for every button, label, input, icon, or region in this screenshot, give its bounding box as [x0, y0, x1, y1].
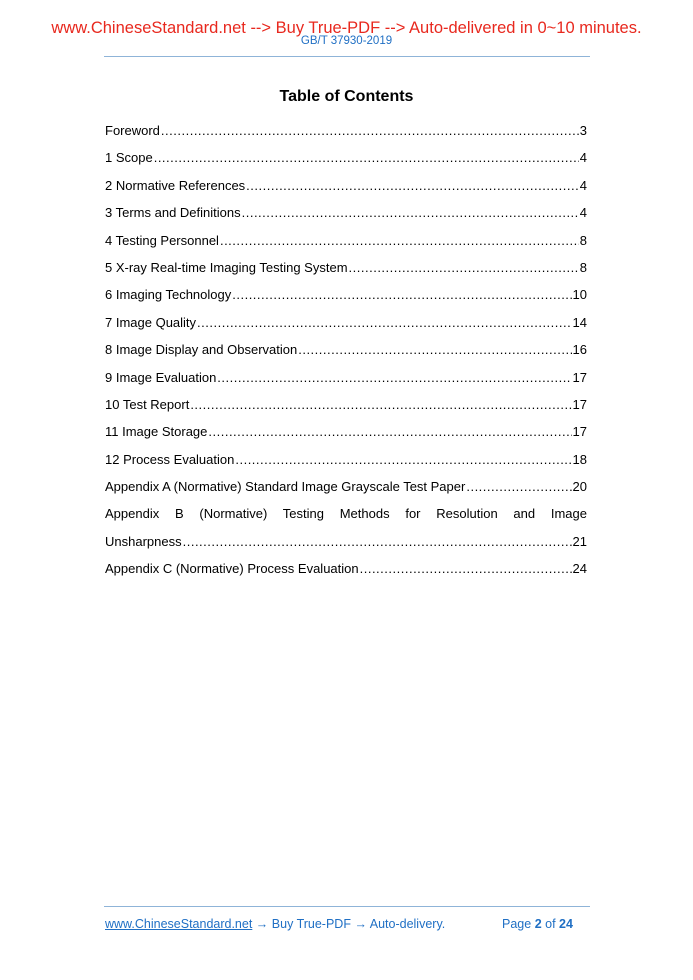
toc-entry-label: Appendix A (Normative) Standard Image Grayscale Test Paper — [105, 479, 466, 495]
dot-leader — [246, 176, 579, 196]
dot-leader — [161, 121, 579, 141]
dot-leader — [298, 340, 571, 360]
arrow-right-icon: → — [354, 917, 367, 931]
toc-entry-page: 3 — [579, 123, 587, 138]
toc-entry-image-storage[interactable] — [105, 419, 587, 446]
toc-entry-appendix-b-line2[interactable] — [105, 529, 587, 556]
toc-entry-imaging-technology[interactable] — [105, 282, 587, 309]
footer-divider — [104, 906, 590, 907]
toc-entry-page: 8 — [579, 259, 587, 275]
toc-entry-testing-personnel[interactable] — [105, 228, 587, 255]
toc-entry-page: 16 — [572, 342, 587, 358]
dot-leader — [242, 203, 579, 223]
toc-entry-label: 7 Image Quality — [105, 314, 197, 330]
toc-entry-scope[interactable] — [105, 145, 587, 172]
dot-leader — [183, 532, 572, 552]
toc-entry-label: 5 X-ray Real-time Imaging Testing System — [105, 259, 348, 275]
toc-entry-label: 6 Imaging Technology — [105, 287, 232, 303]
toc-entry-label: 9 Image Evaluation — [105, 369, 217, 385]
header-banner-link[interactable]: www.ChineseStandard.net --> Buy True-PDF --> Auto-delivered in 0~10 minutes. — [51, 19, 642, 37]
dot-leader — [232, 285, 571, 305]
toc-entry-process-evaluation[interactable] — [105, 447, 587, 474]
toc-entry-page: 4 — [579, 205, 587, 221]
arrow-right-icon: → — [255, 917, 269, 931]
toc-entry-page: 14 — [572, 314, 587, 330]
dot-leader — [360, 559, 572, 579]
dot-leader — [220, 231, 579, 251]
toc-entry-page: 4 — [579, 177, 587, 193]
toc-entry-page: 18 — [572, 451, 587, 467]
toc-entry-page: 17 — [572, 424, 587, 440]
dot-leader — [197, 313, 571, 333]
toc-entry-image-evaluation[interactable] — [105, 365, 587, 392]
toc-entry-label: Unsharpness — [105, 533, 182, 549]
footer-delivery-text: Auto-delivery. — [369, 917, 446, 931]
toc-entry-terms-definitions[interactable] — [105, 200, 587, 227]
table-of-contents — [105, 118, 587, 584]
footer-links — [105, 916, 445, 932]
standard-code: GB/T 37930-2019 — [300, 35, 393, 47]
dot-leader — [208, 422, 571, 442]
page-word: Page — [502, 917, 532, 931]
of-word: of — [545, 917, 556, 931]
footer-buy-text: Buy True-PDF — [271, 917, 351, 931]
footer-site-link[interactable]: www.ChineseStandard.net — [105, 917, 253, 931]
dot-leader — [235, 450, 571, 470]
toc-entry-label: 12 Process Evaluation — [105, 451, 235, 467]
dot-leader — [154, 148, 579, 168]
toc-entry-label: Foreword — [105, 123, 160, 138]
toc-entry-page: 24 — [572, 561, 587, 577]
toc-entry-label: 2 Normative References — [105, 177, 246, 193]
toc-entry-normative-references[interactable] — [105, 173, 587, 200]
page-current: 2 — [534, 917, 542, 931]
header-divider — [104, 56, 590, 57]
page-total: 24 — [559, 917, 573, 931]
toc-entry-page: 17 — [572, 396, 587, 412]
page-indicator — [502, 916, 573, 932]
toc-entry-page: 4 — [579, 150, 587, 166]
toc-entry-label: 1 Scope — [105, 150, 153, 166]
toc-entry-appendix-a[interactable] — [105, 474, 587, 501]
toc-entry-page: 20 — [572, 479, 587, 495]
toc-entry-test-report[interactable] — [105, 392, 587, 419]
toc-entry-label: 8 Image Display and Observation — [105, 342, 298, 358]
dot-leader — [466, 477, 571, 497]
toc-entry-page: 10 — [572, 287, 587, 303]
toc-title: Table of Contents — [279, 88, 414, 105]
dot-leader — [190, 395, 571, 415]
toc-entry-image-display[interactable] — [105, 337, 587, 364]
toc-entry-image-quality[interactable] — [105, 310, 587, 337]
toc-entry-xray-system[interactable] — [105, 255, 587, 282]
toc-entry-appendix-b-line1[interactable] — [105, 501, 587, 528]
toc-entry-label: 3 Terms and Definitions — [105, 205, 241, 221]
toc-entry-appendix-c[interactable] — [105, 556, 587, 583]
toc-entry-label: Appendix B (Normative) Testing Methods for Resolution and Image — [105, 506, 587, 522]
toc-entry-label: 11 Image Storage — [105, 424, 208, 440]
toc-entry-page: 21 — [572, 533, 587, 549]
toc-entry-page: 8 — [579, 232, 587, 248]
dot-leader — [349, 258, 579, 278]
toc-entry-label: 10 Test Report — [105, 396, 190, 412]
toc-entry-foreword[interactable] — [105, 118, 587, 145]
toc-entry-page: 17 — [572, 369, 587, 385]
toc-entry-label: 4 Testing Personnel — [105, 232, 219, 248]
dot-leader — [217, 368, 571, 388]
toc-entry-label: Appendix C (Normative) Process Evaluation — [105, 561, 359, 577]
